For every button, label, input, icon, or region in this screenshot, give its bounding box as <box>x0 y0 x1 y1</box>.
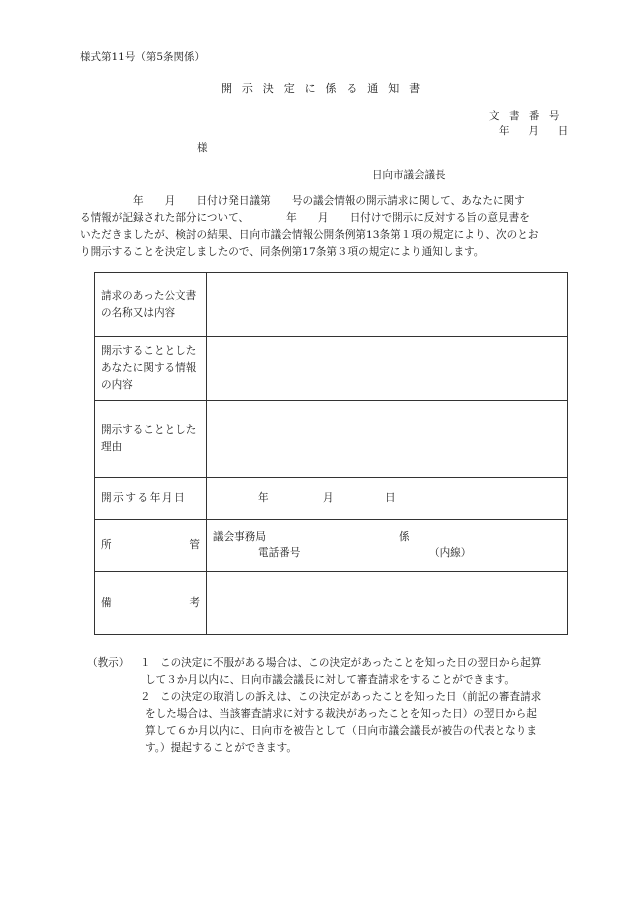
requested-document-value <box>207 273 568 337</box>
disclosure-date-value <box>207 478 568 520</box>
body-line: る情報が記録された部分について、 年 月 日付けで開示に反対する旨の意見書を <box>80 212 530 224</box>
notice-item-2-line: をした場合は、当該審査請求に対する裁決があったことを知った日）の翌日から起 <box>145 708 537 720</box>
form-number: 様式第11号（第5条関係） <box>80 51 206 63</box>
phone-label: 電話番号 <box>258 546 301 559</box>
remarks-value <box>207 572 568 635</box>
extension-label: （内線） <box>429 546 472 559</box>
table-row <box>95 572 568 635</box>
date-month: 月 <box>322 492 334 504</box>
requested-document-label: 請求のあった公文書の名称又は内容 <box>95 273 207 337</box>
jurisdiction-value <box>207 520 568 572</box>
date-day: 日 <box>384 492 396 504</box>
remarks-label-a: 備 <box>101 596 112 609</box>
table-row <box>95 478 568 520</box>
notice-item-2-line: す。）提起することができます。 <box>145 742 297 754</box>
table-row <box>95 520 568 572</box>
notice-item-2-line: 算して６か月以内に、日向市を被告として（日向市議会議長が被告の代表となりま <box>145 725 537 737</box>
notice-item-1-line: して３か月以内に、日向市議会議長に対して審査請求をすることができます。 <box>145 674 515 686</box>
notice-item-1-line: この決定に不服がある場合は、この決定があったことを知った日の翌日から起算 <box>160 657 542 669</box>
disclosed-info-label: 開示することとしたあなたに関する情報の内容 <box>95 337 207 401</box>
issuer-name: 日向市議会議長 <box>372 169 446 181</box>
issue-date-label: 年 月 日 <box>499 125 573 137</box>
body-line: 年 月 日付け発日議第 号の議会情報の開示請求に関して、あなたに関す <box>80 195 525 207</box>
disclosed-info-value <box>207 337 568 401</box>
notice-item-2-line: この決定の取消しの訴えは、この決定があったことを知った日（前記の審査請求 <box>160 691 542 703</box>
section-name: 係 <box>399 530 410 543</box>
notice-item-1-number: １ <box>140 657 151 669</box>
remarks-label-b: 考 <box>189 596 200 609</box>
disclosure-table <box>94 272 568 635</box>
table-row <box>95 401 568 478</box>
doc-number-label: 文書番号 <box>489 110 569 122</box>
disclosure-reason-label: 開示することとした理由 <box>95 401 207 478</box>
date-year: 年 <box>258 492 269 504</box>
jurisdiction-label-b: 管 <box>189 539 200 551</box>
document-title: 開示決定に係る通知書 <box>221 82 430 95</box>
remarks-label <box>95 572 207 635</box>
jurisdiction-label <box>95 520 207 572</box>
notice-label: （教示） <box>87 657 130 669</box>
addressee-suffix: 様 <box>197 142 208 154</box>
table-row <box>95 273 568 337</box>
disclosure-date-label: 開示する年月日 <box>95 478 207 520</box>
body-line: り開示することを決定しましたので、同条例第17条第３項の規定により通知します。 <box>80 246 485 258</box>
notice-item-2-number: ２ <box>140 691 151 703</box>
jurisdiction-label-a: 所 <box>101 539 112 551</box>
body-line: いただきましたが、検討の結果、日向市議会情報公開条例第13条第１項の規定により、次のとお <box>80 229 539 241</box>
table-row <box>95 337 568 401</box>
body-paragraph <box>80 193 554 261</box>
disclosure-reason-value <box>207 401 568 478</box>
office-name: 議会事務局 <box>213 530 266 543</box>
